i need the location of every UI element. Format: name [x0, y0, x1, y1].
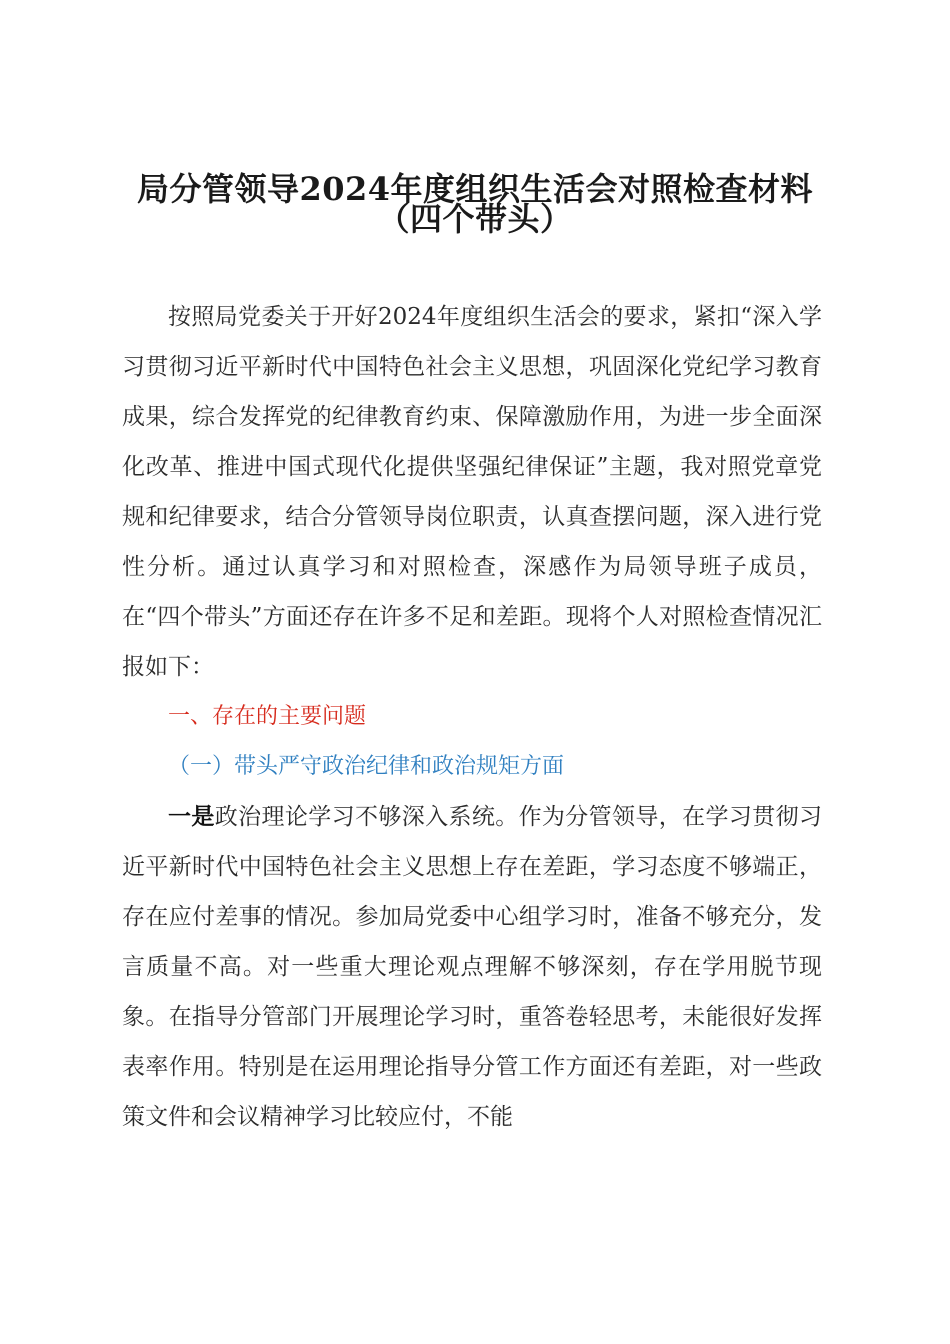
document-subtitle: （四个带头） [377, 200, 573, 238]
intro-paragraph: 按照局党委关于开好2024年度组织生活会的要求，紧扣“深入学习贯彻习近平新时代中国特色社会主义思想，巩固深化党纪学习教育成果，综合发挥党的纪律教育约束、保障激励作用，为进一步全面深化改革、推进中国式现代化提供坚强纪律保证”主题，我对照党章党规和纪律要求，结合分管领导岗位职责，认真查摆问题，深入进行党性分析。通过认真学习和对照检查，深感作为局领导班子成员，在“四个带头”方面还存在许多不足和差距。现将个人对照检查情况汇报如下： [122, 304, 822, 680]
point-text: 政治理论学习不够深入系统。作为分管领导，在学习贯彻习近平新时代中国特色社会主义思想上存在差距，学习态度不够端正，存在应付差事的情况。参加局党委中心组学习时，准备不够充分，发言质量不高。对一些重大理论观点理解不够深刻，存在学用脱节现象。在指导分管部门开展理论学习时，重答卷轻思考，未能很好发挥表率作用。特别是在运用理论指导分管工作方面还有差距，对一些政策文件和会议精神学习比较应付，不能 [122, 804, 823, 1130]
point-lead: 一是 [168, 803, 215, 830]
section-heading: 一、存在的主要问题 [168, 704, 367, 729]
subsection-heading: （一）带头严守政治纪律和政治规矩方面 [168, 754, 565, 779]
document-title: 局分管领导2024年度组织生活会对照检查材料 [136, 170, 814, 208]
document-body [122, 292, 822, 1142]
point-paragraph [122, 792, 822, 1142]
